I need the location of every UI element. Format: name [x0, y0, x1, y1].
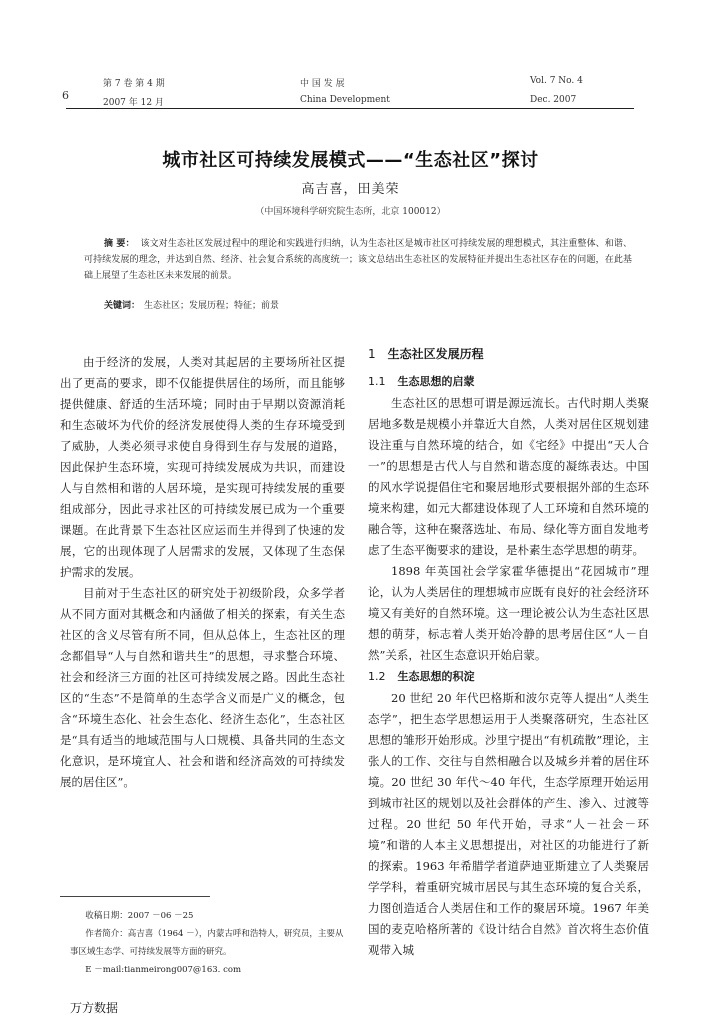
footnote-rule — [60, 896, 210, 897]
left-paragraph-2: 目前对于生态社区的研究处于初级阶段，众多学者从不同方面对其概念和内涵做了相关的探索，有关生态社区的含义尽管有所不同，但从总体上，生态社区的理念都倡导“人与自然和谐共生”的思想，寻求整合环境、社会和经济三方面的社区可持续发展之路。因此生态社区的“生态”不是简单的生态学含义而是广义的概念，包含“环境生态化、社会生态化、经济生态化”，生态社区是“具有适当的地域范围与人口规模、具备共同的生态文化意识，是环境宜人、社会和谐和经济高效的可持续发展的居住区”。 — [60, 586, 345, 789]
header-journal-cn: 中 国 发 展 — [300, 79, 345, 89]
footnote-received: 收稿日期：2007 －06 －25 — [85, 911, 194, 921]
subsection-1-2-number: 1.2 — [368, 670, 386, 683]
header-date-cn: 2007 年 12 月 — [103, 98, 164, 108]
section-1-heading — [368, 344, 649, 365]
abstract-label: 摘 要： — [104, 239, 135, 249]
header-vol-issue-cn: 第 7 卷 第 4 期 — [103, 79, 165, 89]
article-affiliation: （中国环境科学研究院生态所，北京 100012） — [255, 207, 446, 217]
header-date-en: Dec. 2007 — [530, 95, 577, 105]
subsection-1-1-heading — [368, 371, 649, 393]
subsection-1-1-number: 1.1 — [368, 375, 386, 388]
subsection-1-2-title: 生态思想的积淀 — [397, 670, 475, 683]
header-rule — [66, 108, 634, 109]
right-paragraph-1: 生态社区的思想可谓是源远流长。古代时期人类聚居地多数是规模小并靠近大自然，人类对居住区规划建设注重与自然环境的结合，如《宅经》中提出“天人合一”的思想是古代人与自然和谐态度的凝练表达。中国的风水学说提倡住宅和聚居地形式要根据外部的生态环境来构建，如元大都建设体现了人工环境和自然环境的融合等，这种在聚落选址、布局、绿化等方面自发地考虑了生态平衡要求的建设，是朴素生态学思想的萌芽。 — [368, 396, 649, 557]
footnote-author-info: 作者简介：高吉喜（1964 －），内蒙古呼和浩特人，研究员，主要从事区域生态学、可持续发展等方面的研究。 — [70, 929, 344, 957]
article-title: 城市社区可持续发展模式——“生态社区”探讨 — [162, 150, 539, 171]
header-vol-issue-en: Vol. 7 No. 4 — [530, 76, 583, 86]
header-journal-en: China Development — [300, 95, 390, 105]
footnote-email: E －mail:tianmeirong007@163. com — [85, 965, 242, 975]
subsection-1-1-title: 生态思想的启蒙 — [397, 375, 475, 388]
keywords-text: 生态社区；发展历程；特征；前景 — [144, 301, 280, 311]
abstract-text: 该文对生态社区发展过程中的理论和实践进行归纳，认为生态社区是城市社区可持续发展的理想模式，其注重整体、和谐、可持续发展的理念，并达到自然、经济、社会复合系统的高度统一；该文总结出生态社区的发展特征并提出生态社区存在的问题，在此基础上展望了生态社区未来发展的前景。 — [84, 239, 632, 281]
page-number: 6 — [62, 89, 69, 102]
right-paragraph-3: 20 世纪 20 年代巴格斯和波尔克等人提出“人类生态学”，把生态学思想运用于人类聚落研究，生态社区思想的雏形开始形成。沙里宁提出“有机疏散”理论，主张人的工作、交往与自然相融合以及城乡并着的居住环境。20 世纪 30 年代～40 年代，生态学原理开始运用到城市社区的规划以及社会群体的产生、渗入、过渡等过程。20 世纪 50 年代开始，寻求“人－社会－环境”和谐的人本主义思想提出，对社区的功能进行了新的探索。1963 年希腊学者道萨迪亚斯建立了人类聚居学学科，着重研究城市居民与其生态环境的复合关系，力图创造适合人类居住和工作的聚居环境。1967 年美国的麦克哈格所著的《设计结合自然》首次将生态价值观带入城 — [368, 691, 649, 957]
left-paragraph-1: 由于经济的发展，人类对其起居的主要场所社区提出了更高的要求，即不仅能提供居住的场所，而且能够提供健康、舒适的生活环境；同时由于早期以资源消耗和生态破坏为代价的经济发展使得人类的生存环境受到了威胁，人类必须寻求使自身得到生存与发展的道路，因此保护生态环境，实现可持续发展成为共识，而建设人与自然相和谐的人居环境，是实现可持续发展的重要组成部分，因此寻求社区的可持续发展已成为一个重要课题。在此背景下生态社区应运而生并得到了快速的发展，它的出现体现了人居需求的发展，又体现了生态保护需求的发展。 — [60, 355, 345, 579]
watermark: 万方数据 — [70, 1001, 119, 1015]
keywords-label: 关键词： — [104, 301, 141, 311]
section-1-number: 1 — [368, 347, 376, 361]
footnotes — [70, 907, 345, 979]
subsection-1-2-heading — [368, 666, 649, 688]
article-authors: 高吉喜，田美荣 — [301, 182, 400, 197]
right-column — [368, 344, 649, 961]
keywords — [104, 298, 632, 311]
section-1-title: 生态社区发展历程 — [387, 347, 484, 361]
left-column — [60, 352, 345, 793]
right-paragraph-2: 1898 年英国社会学家霍华德提出“花园城市”理论，认为人类居住的理想城市应既有良好的社会经济环境又有美好的自然环境。这一理论被公认为生态社区思想的萌芽，标志着人类开始冷静的思考居住区“人－自然”关系，社区生态意识开始启蒙。 — [368, 564, 649, 662]
abstract — [84, 236, 632, 284]
